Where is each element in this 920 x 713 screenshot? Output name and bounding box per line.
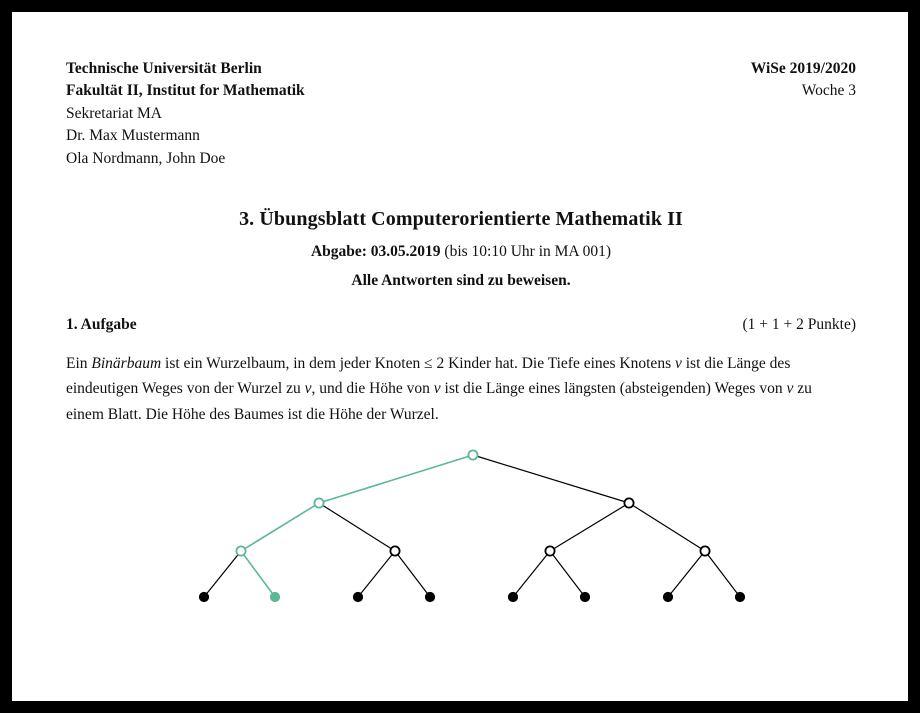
tree-edge bbox=[241, 503, 319, 551]
header-line-2 bbox=[66, 80, 856, 102]
tree-node bbox=[270, 592, 279, 601]
tutor-names: Ola Nordmann, John Doe bbox=[66, 149, 226, 167]
par-seg-2: ist ein Wurzelbaum, in dem jeder Knoten ≤ 2 Kinder hat. Die Tiefe eines Knotens bbox=[161, 355, 675, 373]
document-content bbox=[66, 58, 856, 620]
exercise-paragraph bbox=[66, 351, 852, 426]
par-seg-1: Ein bbox=[66, 355, 92, 373]
due-label: Abgabe: 03.05.2019 bbox=[310, 243, 441, 261]
term-binaerbaum: Binärbaum bbox=[91, 355, 162, 373]
par-seg-4: , und die Höhe von bbox=[311, 380, 434, 398]
var-v-1: v bbox=[674, 355, 682, 373]
tree-edge bbox=[204, 551, 241, 597]
header-line-3 bbox=[66, 103, 856, 125]
university-name: Technische Universität Berlin bbox=[66, 60, 262, 77]
title-block bbox=[66, 208, 856, 290]
par-seg-5: ist die Länge eines längsten (absteigenden) Weges von bbox=[440, 380, 787, 398]
tree-node bbox=[390, 546, 399, 555]
par-seg-3: ist die Länge des eindeutigen Weges von der Wurzel zu bbox=[66, 355, 791, 398]
exercise-points: (1 + 1 + 2 Punkte) bbox=[742, 316, 856, 334]
exercise-header bbox=[66, 316, 856, 334]
document-page bbox=[12, 12, 908, 701]
due-detail: (bis 10:10 Uhr in MA 001) bbox=[440, 243, 612, 261]
tree-node bbox=[735, 592, 744, 601]
tree-edge bbox=[668, 551, 705, 597]
tree-edge bbox=[513, 551, 550, 597]
tree-edge bbox=[473, 455, 629, 503]
tree-node bbox=[545, 546, 554, 555]
tree-edge bbox=[550, 503, 629, 551]
tree-node bbox=[425, 592, 434, 601]
var-v-4: v bbox=[786, 380, 794, 398]
tree-edge bbox=[550, 551, 585, 597]
tree-edge bbox=[629, 503, 705, 551]
tree-node bbox=[624, 498, 633, 507]
tree-node bbox=[580, 592, 589, 601]
tree-edge bbox=[705, 551, 740, 597]
binary-tree-figure bbox=[66, 445, 856, 620]
tree-node bbox=[508, 592, 517, 601]
tree-node bbox=[700, 546, 709, 555]
var-v-2: v bbox=[304, 380, 312, 398]
exercise-label: 1. Aufgabe bbox=[66, 316, 137, 334]
binary-tree-svg bbox=[66, 445, 856, 620]
header-line-1 bbox=[66, 58, 856, 80]
semester-label: WiSe 2019/2020 bbox=[750, 60, 856, 77]
header-line-4 bbox=[66, 125, 856, 147]
page-title: 3. Übungsblatt Computerorientierte Mathematik II bbox=[239, 208, 683, 231]
document-header bbox=[66, 58, 856, 170]
par-seg-6: zu einem Blatt. Die Höhe des Baumes ist die Höhe der Wurzel. bbox=[66, 380, 812, 423]
secretariat-label: Sekretariat MA bbox=[66, 104, 162, 122]
tree-edge bbox=[241, 551, 275, 597]
tree-node bbox=[236, 546, 245, 555]
tree-edge bbox=[319, 503, 395, 551]
tree-edge bbox=[319, 455, 473, 503]
week-label: Woche 3 bbox=[801, 82, 856, 100]
tree-node bbox=[199, 592, 208, 601]
tree-edge bbox=[395, 551, 430, 597]
proof-note: Alle Antworten sind zu beweisen. bbox=[351, 272, 571, 290]
tree-node bbox=[353, 592, 362, 601]
header-line-5 bbox=[66, 148, 856, 170]
faculty-name: Fakultät II, Institut for Mathematik bbox=[66, 82, 305, 100]
var-v-3: v bbox=[433, 380, 441, 398]
tree-node bbox=[663, 592, 672, 601]
tree-node bbox=[314, 498, 323, 507]
tree-edge bbox=[358, 551, 395, 597]
tree-node bbox=[468, 450, 477, 459]
due-line bbox=[66, 243, 856, 261]
lecturer-name: Dr. Max Mustermann bbox=[66, 127, 200, 145]
